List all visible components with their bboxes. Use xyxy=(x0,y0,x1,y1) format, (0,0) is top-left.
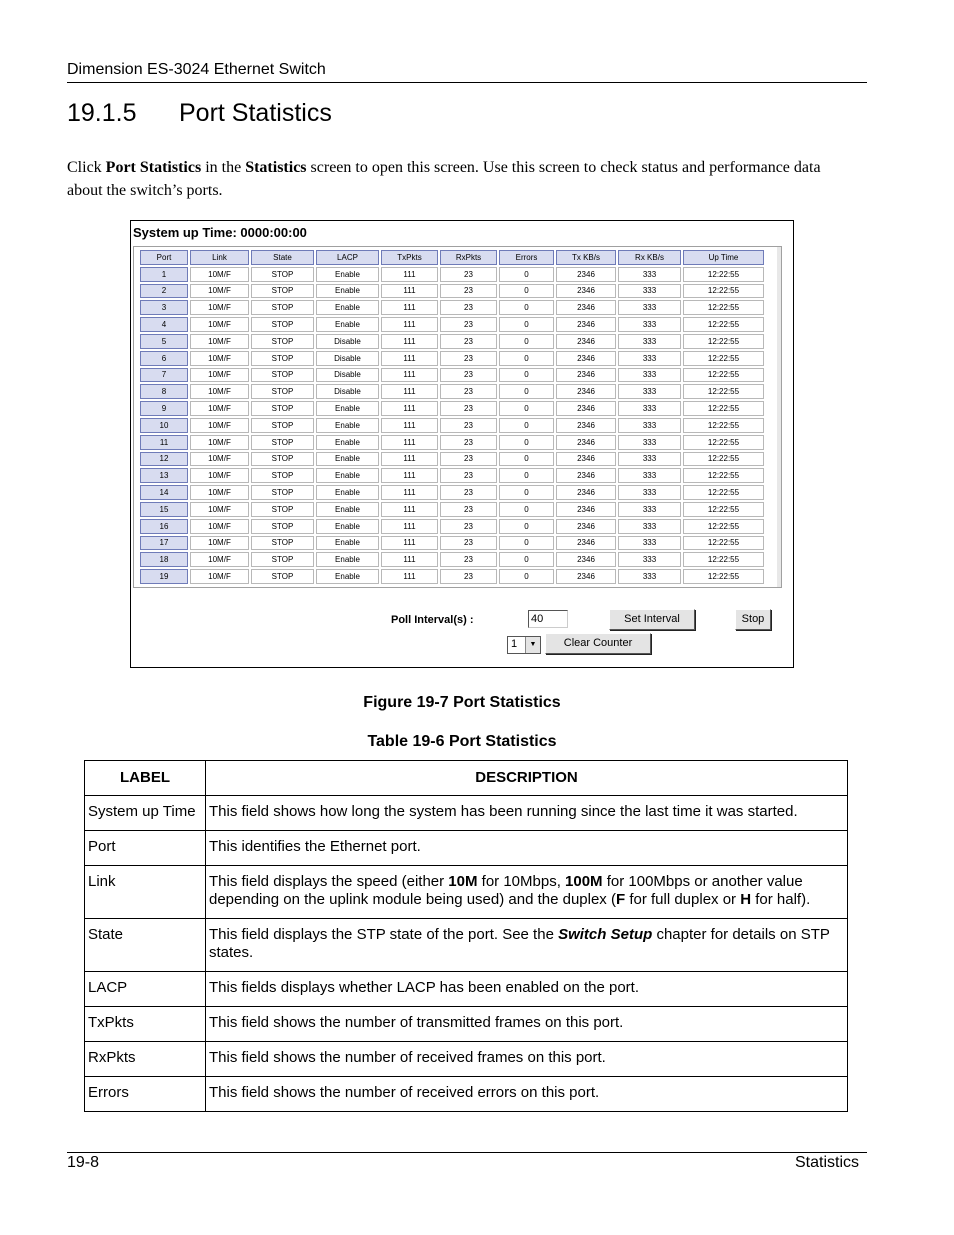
stats-cell: 23 xyxy=(440,334,497,349)
stats-cell: 12:22:55 xyxy=(683,485,764,500)
stats-cell: STOP xyxy=(251,502,314,517)
stats-cell: 23 xyxy=(440,300,497,315)
state-desc-1: This field displays the STP state of the port. See the xyxy=(209,926,559,943)
stats-cell: 333 xyxy=(618,317,681,332)
running-head: Dimension ES-3024 Ethernet Switch xyxy=(67,61,326,78)
stats-row xyxy=(140,485,764,500)
stats-header-row xyxy=(140,250,764,265)
header-rule xyxy=(67,82,867,83)
link-bold-f: F xyxy=(615,891,626,908)
stats-cell: 23 xyxy=(440,368,497,383)
table-row xyxy=(85,796,848,831)
link-desc-3: for 100Mbps or another value depending on the uplink module being used) and the duplex ( xyxy=(209,873,803,908)
stats-cell: 0 xyxy=(499,418,554,433)
stats-row xyxy=(140,351,764,366)
stats-row xyxy=(140,519,764,534)
stats-cell: 2346 xyxy=(556,569,616,584)
stats-cell: 2346 xyxy=(556,435,616,450)
stats-cell: 12:22:55 xyxy=(683,401,764,416)
stats-cell: 111 xyxy=(381,552,438,567)
stats-cell: 111 xyxy=(381,569,438,584)
stats-cell: 0 xyxy=(499,267,554,282)
poll-interval-input[interactable] xyxy=(528,610,568,628)
stats-cell: 2346 xyxy=(556,468,616,483)
stats-cell: 2346 xyxy=(556,351,616,366)
stats-cell: 333 xyxy=(618,569,681,584)
stats-cell: 23 xyxy=(440,552,497,567)
clear-counter-button[interactable]: Clear Counter xyxy=(545,633,651,654)
row-description xyxy=(206,919,848,972)
stats-col-header: Tx KB/s xyxy=(556,250,616,265)
stats-cell: Disable xyxy=(316,334,379,349)
stats-cell-port: 8 xyxy=(140,384,188,399)
stats-cell: 12:22:55 xyxy=(683,536,764,551)
stats-cell: 333 xyxy=(618,552,681,567)
stats-cell: 23 xyxy=(440,351,497,366)
stats-cell: Enable xyxy=(316,317,379,332)
stats-cell: STOP xyxy=(251,384,314,399)
stats-cell: 10M/F xyxy=(190,267,249,282)
stats-cell: 12:22:55 xyxy=(683,267,764,282)
stats-cell: Enable xyxy=(316,300,379,315)
stats-cell: 333 xyxy=(618,418,681,433)
stats-cell-port: 7 xyxy=(140,368,188,383)
stats-cell: Enable xyxy=(316,519,379,534)
table-row xyxy=(85,1042,848,1077)
page-number: 19-8 xyxy=(67,1154,100,1171)
stats-cell: 2346 xyxy=(556,368,616,383)
stats-cell: 2346 xyxy=(556,536,616,551)
stats-cell: Enable xyxy=(316,401,379,416)
table-row xyxy=(85,972,848,1007)
stats-cell: 333 xyxy=(618,485,681,500)
stats-cell: 12:22:55 xyxy=(683,418,764,433)
stats-cell: 333 xyxy=(618,368,681,383)
stats-cell: Enable xyxy=(316,502,379,517)
stats-row xyxy=(140,502,764,517)
stats-cell-port: 4 xyxy=(140,317,188,332)
stats-cell: 12:22:55 xyxy=(683,569,764,584)
stats-cell: 0 xyxy=(499,368,554,383)
row-label: Port xyxy=(85,831,206,866)
stats-cell: 111 xyxy=(381,267,438,282)
stats-cell-port: 10 xyxy=(140,418,188,433)
switch-setup-reference: Switch Setup xyxy=(558,926,653,943)
stats-cell: 10M/F xyxy=(190,284,249,299)
stats-row xyxy=(140,334,764,349)
stats-row xyxy=(140,435,764,450)
stats-cell: 23 xyxy=(440,317,497,332)
stats-cell: 0 xyxy=(499,536,554,551)
stats-cell-port: 6 xyxy=(140,351,188,366)
stats-cell-port: 18 xyxy=(140,552,188,567)
stats-cell: STOP xyxy=(251,536,314,551)
stats-cell-port: 5 xyxy=(140,334,188,349)
row-label: LACP xyxy=(85,972,206,1007)
state-desc-2: chapter for details on STP states. xyxy=(209,926,830,961)
stats-cell-port: 3 xyxy=(140,300,188,315)
stats-cell: 10M/F xyxy=(190,384,249,399)
poll-interval-label: Poll Interval(s) : xyxy=(391,614,474,626)
stats-row xyxy=(140,552,764,567)
stats-cell: 333 xyxy=(618,468,681,483)
stats-cell: 10M/F xyxy=(190,519,249,534)
stats-cell: STOP xyxy=(251,452,314,467)
stats-cell: 0 xyxy=(499,468,554,483)
stats-cell: STOP xyxy=(251,351,314,366)
stats-row xyxy=(140,300,764,315)
stats-cell: Enable xyxy=(316,468,379,483)
stats-cell: 10M/F xyxy=(190,452,249,467)
stats-cell: 12:22:55 xyxy=(683,351,764,366)
stats-cell: 10M/F xyxy=(190,401,249,416)
stats-cell: 23 xyxy=(440,502,497,517)
stats-body xyxy=(140,267,764,584)
table-caption: Table 19-6 Port Statistics xyxy=(367,733,557,750)
stats-col-header: RxPkts xyxy=(440,250,497,265)
stats-cell: 333 xyxy=(618,502,681,517)
stats-cell: Disable xyxy=(316,351,379,366)
stats-cell: 10M/F xyxy=(190,334,249,349)
stats-col-header: Rx KB/s xyxy=(618,250,681,265)
stats-cell: 111 xyxy=(381,435,438,450)
stats-cell: Disable xyxy=(316,384,379,399)
stats-cell: 23 xyxy=(440,468,497,483)
row-description xyxy=(206,866,848,919)
row-label: TxPkts xyxy=(85,1007,206,1042)
stats-cell: 111 xyxy=(381,351,438,366)
stats-cell-port: 14 xyxy=(140,485,188,500)
stats-cell: Enable xyxy=(316,267,379,282)
stats-cell: 111 xyxy=(381,300,438,315)
stats-cell: 2346 xyxy=(556,552,616,567)
stats-col-header: TxPkts xyxy=(381,250,438,265)
stats-row xyxy=(140,384,764,399)
stats-col-header: LACP xyxy=(316,250,379,265)
stats-col-header: State xyxy=(251,250,314,265)
stats-cell: 23 xyxy=(440,435,497,450)
stats-cell: 12:22:55 xyxy=(683,452,764,467)
stats-cell: 10M/F xyxy=(190,418,249,433)
stats-cell: 111 xyxy=(381,401,438,416)
stats-cell: STOP xyxy=(251,468,314,483)
stats-cell: 23 xyxy=(440,519,497,534)
header-description: DESCRIPTION xyxy=(206,761,848,796)
stats-col-header: Port xyxy=(140,250,188,265)
stats-cell: 23 xyxy=(440,536,497,551)
stats-cell: 23 xyxy=(440,267,497,282)
stats-cell: 111 xyxy=(381,536,438,551)
stats-cell: 0 xyxy=(499,334,554,349)
stats-cell: 0 xyxy=(499,284,554,299)
stats-cell: Enable xyxy=(316,552,379,567)
stats-cell: 0 xyxy=(499,519,554,534)
stats-cell: 2346 xyxy=(556,401,616,416)
stats-cell: 23 xyxy=(440,384,497,399)
stats-cell: STOP xyxy=(251,401,314,416)
stats-cell: 2346 xyxy=(556,519,616,534)
stats-cell: 111 xyxy=(381,519,438,534)
row-label: System up Time xyxy=(85,796,206,831)
stats-cell: 12:22:55 xyxy=(683,519,764,534)
stats-row xyxy=(140,368,764,383)
stats-cell: STOP xyxy=(251,418,314,433)
chevron-down-icon[interactable]: ▼ xyxy=(525,637,540,653)
stats-cell: 333 xyxy=(618,284,681,299)
stats-cell-port: 13 xyxy=(140,468,188,483)
stats-cell: Enable xyxy=(316,536,379,551)
row-label: Link xyxy=(85,866,206,919)
port-select[interactable] xyxy=(507,636,541,654)
stats-cell-port: 11 xyxy=(140,435,188,450)
stats-row xyxy=(140,401,764,416)
stats-cell: 10M/F xyxy=(190,536,249,551)
figure-caption: Figure 19-7 Port Statistics xyxy=(363,694,561,711)
stats-cell-port: 15 xyxy=(140,502,188,517)
stats-cell: 12:22:55 xyxy=(683,502,764,517)
stats-cell: 2346 xyxy=(556,300,616,315)
stats-cell-port: 12 xyxy=(140,452,188,467)
stats-cell: 23 xyxy=(440,569,497,584)
stats-cell: 10M/F xyxy=(190,552,249,567)
link-desc-5: for half). xyxy=(751,891,811,908)
stats-cell: 111 xyxy=(381,468,438,483)
stats-cell: 12:22:55 xyxy=(683,334,764,349)
stats-cell: 10M/F xyxy=(190,569,249,584)
row-label: RxPkts xyxy=(85,1042,206,1077)
stats-row xyxy=(140,569,764,584)
system-up-time: System up Time: 0000:00:00 xyxy=(133,225,307,240)
stats-cell: 111 xyxy=(381,284,438,299)
vertical-scrollbar[interactable] xyxy=(777,247,781,587)
intro-paragraph xyxy=(67,156,857,202)
stats-cell: STOP xyxy=(251,267,314,282)
stats-cell: Enable xyxy=(316,485,379,500)
stats-cell: 2346 xyxy=(556,317,616,332)
stats-cell: 2346 xyxy=(556,384,616,399)
stats-cell: Enable xyxy=(316,418,379,433)
stats-cell: 10M/F xyxy=(190,468,249,483)
stats-cell: 111 xyxy=(381,418,438,433)
stats-cell-port: 9 xyxy=(140,401,188,416)
stats-cell: STOP xyxy=(251,284,314,299)
stats-cell: 12:22:55 xyxy=(683,468,764,483)
stats-cell-port: 1 xyxy=(140,267,188,282)
stats-cell: 2346 xyxy=(556,284,616,299)
stats-row xyxy=(140,418,764,433)
port-statistics-screen xyxy=(130,220,794,668)
link-bold-100m: 100M xyxy=(565,873,603,890)
stats-cell: STOP xyxy=(251,317,314,332)
stats-cell: 0 xyxy=(499,502,554,517)
stats-cell: Enable xyxy=(316,452,379,467)
stats-cell: 12:22:55 xyxy=(683,435,764,450)
table-row xyxy=(85,1007,848,1042)
stats-cell: 23 xyxy=(440,485,497,500)
stats-cell: 0 xyxy=(499,351,554,366)
link-desc-2: for 10Mbps, xyxy=(477,873,566,890)
intro-bold-statistics: Statistics xyxy=(245,159,307,176)
stats-cell: 111 xyxy=(381,317,438,332)
stats-cell: 333 xyxy=(618,300,681,315)
stats-cell: 111 xyxy=(381,334,438,349)
stats-cell-port: 19 xyxy=(140,569,188,584)
stats-col-header: Up Time xyxy=(683,250,764,265)
stats-cell: 0 xyxy=(499,552,554,567)
stats-cell: 10M/F xyxy=(190,435,249,450)
stats-cell: 0 xyxy=(499,485,554,500)
stats-cell: 111 xyxy=(381,384,438,399)
stats-cell: 10M/F xyxy=(190,368,249,383)
row-description: This identifies the Ethernet port. xyxy=(206,831,848,866)
stats-cell: 23 xyxy=(440,452,497,467)
stats-cell: 111 xyxy=(381,368,438,383)
stats-cell: 2346 xyxy=(556,267,616,282)
stats-cell: 2346 xyxy=(556,418,616,433)
link-bold-10m: 10M xyxy=(448,873,478,890)
stats-cell-port: 2 xyxy=(140,284,188,299)
stats-cell: 10M/F xyxy=(190,317,249,332)
stats-cell-port: 17 xyxy=(140,536,188,551)
stats-cell: 111 xyxy=(381,452,438,467)
link-desc-1: This field displays the speed (either xyxy=(209,873,449,890)
link-desc-4: for full duplex or xyxy=(625,891,741,908)
stats-cell: 12:22:55 xyxy=(683,384,764,399)
stats-cell: 12:22:55 xyxy=(683,317,764,332)
stats-cell: 23 xyxy=(440,418,497,433)
stats-cell: STOP xyxy=(251,368,314,383)
stats-cell: 2346 xyxy=(556,502,616,517)
port-stats-table xyxy=(138,248,766,586)
row-description: This field shows how long the system has been running since the last time it was started. xyxy=(206,796,848,831)
stats-row xyxy=(140,536,764,551)
stats-cell: Enable xyxy=(316,435,379,450)
footer-rule xyxy=(67,1152,867,1153)
stats-cell-port: 16 xyxy=(140,519,188,534)
stats-cell: 333 xyxy=(618,435,681,450)
stats-cell: 10M/F xyxy=(190,485,249,500)
stats-row xyxy=(140,468,764,483)
description-table xyxy=(84,760,848,1112)
stats-cell: 10M/F xyxy=(190,502,249,517)
row-description: This fields displays whether LACP has been enabled on the port. xyxy=(206,972,848,1007)
stats-cell: 0 xyxy=(499,300,554,315)
stats-frame[interactable] xyxy=(133,246,782,588)
stats-cell: STOP xyxy=(251,519,314,534)
intro-text-1: Click xyxy=(67,159,106,176)
stats-row xyxy=(140,284,764,299)
stats-cell: 333 xyxy=(618,351,681,366)
stats-cell: 333 xyxy=(618,401,681,416)
table-header-row xyxy=(85,761,848,796)
chapter-name: Statistics xyxy=(794,1154,859,1171)
stats-col-header: Errors xyxy=(499,250,554,265)
row-label: State xyxy=(85,919,206,972)
section-number: 19.1.5 xyxy=(67,99,137,127)
stats-cell: 2346 xyxy=(556,452,616,467)
stats-row xyxy=(140,317,764,332)
stats-cell: STOP xyxy=(251,300,314,315)
stats-cell: 23 xyxy=(440,401,497,416)
stats-cell: 333 xyxy=(618,267,681,282)
header-label: LABEL xyxy=(85,761,206,796)
stats-cell: 0 xyxy=(499,452,554,467)
port-select-value: 1 xyxy=(511,638,518,650)
stats-cell: 12:22:55 xyxy=(683,300,764,315)
set-interval-button[interactable]: Set Interval xyxy=(609,609,695,630)
stats-cell: 333 xyxy=(618,384,681,399)
link-bold-h: H xyxy=(740,891,752,908)
intro-text-3: screen to open this screen. Use this screen to check status and performance data about the switch’s ports. xyxy=(67,159,821,199)
row-description: This field shows the number of received errors on this port. xyxy=(206,1077,848,1112)
stats-cell: STOP xyxy=(251,552,314,567)
stats-cell: 2346 xyxy=(556,485,616,500)
stats-col-header: Link xyxy=(190,250,249,265)
stats-cell: 333 xyxy=(618,519,681,534)
stats-cell: Disable xyxy=(316,368,379,383)
stats-cell: Enable xyxy=(316,569,379,584)
table-row xyxy=(85,866,848,919)
stats-cell: 0 xyxy=(499,435,554,450)
stats-cell: Enable xyxy=(316,284,379,299)
stats-cell: 12:22:55 xyxy=(683,368,764,383)
stats-cell: 2346 xyxy=(556,334,616,349)
stop-button[interactable]: Stop xyxy=(735,609,771,630)
stats-row xyxy=(140,267,764,282)
stats-cell: 10M/F xyxy=(190,300,249,315)
table-row xyxy=(85,831,848,866)
stats-cell: 10M/F xyxy=(190,351,249,366)
section-name: Port Statistics xyxy=(179,99,332,127)
stats-cell: 23 xyxy=(440,284,497,299)
table-row xyxy=(85,919,848,972)
stats-cell: 111 xyxy=(381,485,438,500)
row-description: This field shows the number of received frames on this port. xyxy=(206,1042,848,1077)
stats-row xyxy=(140,452,764,467)
stats-cell: 333 xyxy=(618,536,681,551)
stats-cell: STOP xyxy=(251,485,314,500)
intro-text-2: in the xyxy=(201,159,246,176)
table-row xyxy=(85,1077,848,1112)
intro-bold-port-statistics: Port Statistics xyxy=(105,159,202,176)
stats-cell: 0 xyxy=(499,569,554,584)
row-label: Errors xyxy=(85,1077,206,1112)
stats-cell: 333 xyxy=(618,452,681,467)
section-title xyxy=(67,99,332,128)
stats-cell: STOP xyxy=(251,569,314,584)
stats-cell: 111 xyxy=(381,502,438,517)
stats-cell: STOP xyxy=(251,334,314,349)
row-description: This field shows the number of transmitted frames on this port. xyxy=(206,1007,848,1042)
stats-cell: 0 xyxy=(499,317,554,332)
stats-cell: 0 xyxy=(499,401,554,416)
stats-cell: 12:22:55 xyxy=(683,552,764,567)
stats-cell: STOP xyxy=(251,435,314,450)
stats-cell: 0 xyxy=(499,384,554,399)
stats-cell: 12:22:55 xyxy=(683,284,764,299)
stats-cell: 333 xyxy=(618,334,681,349)
